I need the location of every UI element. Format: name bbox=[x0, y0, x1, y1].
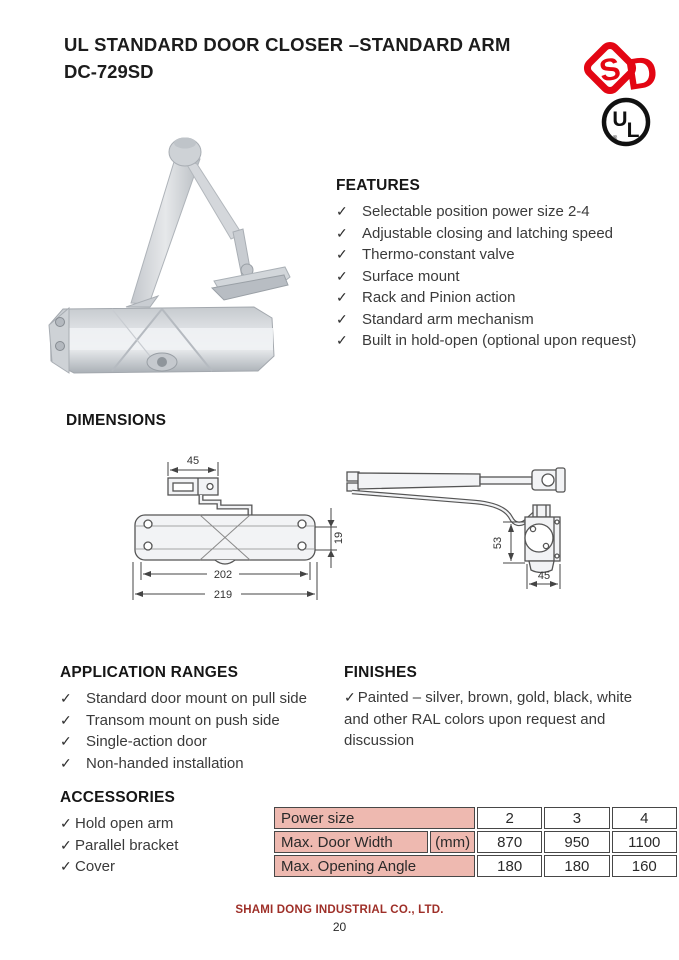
list-item-text: Transom mount on push side bbox=[86, 711, 280, 729]
list-item-text: Standard door mount on pull side bbox=[86, 690, 307, 707]
list-item-text: Single-action door bbox=[86, 733, 207, 750]
spec-row-label: Max. Door Width bbox=[274, 831, 428, 853]
list-item bbox=[336, 330, 668, 352]
dim-label-body-height: 53 bbox=[492, 536, 504, 550]
check-icon: ✓ bbox=[336, 203, 348, 219]
application-section bbox=[60, 664, 360, 774]
sd-logo-letter-s: S bbox=[596, 50, 624, 89]
list-item bbox=[336, 266, 668, 288]
list-item bbox=[336, 309, 668, 331]
check-icon: ✓ bbox=[336, 224, 348, 241]
photo-arm-pivot-cap bbox=[174, 138, 196, 149]
spec-cell: 180 bbox=[544, 855, 609, 877]
list-item-text: Standard arm mechanism bbox=[362, 310, 534, 328]
table-row bbox=[274, 831, 677, 853]
check-icon: ✓ bbox=[336, 246, 348, 262]
dim-label-pinion-offset: 19 bbox=[333, 531, 345, 545]
application-list bbox=[60, 688, 360, 774]
list-item-text: Built in hold-open (optional upon request) bbox=[362, 332, 637, 349]
sd-logo-letter-d: D bbox=[622, 46, 662, 101]
photo-main-arm bbox=[131, 152, 200, 304]
finishes-text: Painted – silver, brown, gold, black, white and other RAL colors upon request and discussion bbox=[344, 689, 633, 749]
check-icon: ✓ bbox=[60, 711, 72, 728]
spec-cell: 4 bbox=[612, 807, 677, 829]
check-icon: ✓ bbox=[60, 815, 72, 831]
list-item-text: Surface mount bbox=[362, 267, 460, 285]
model-number: DC-729SD bbox=[64, 61, 154, 82]
list-item bbox=[60, 753, 360, 775]
finishes-heading: FINISHES bbox=[344, 664, 418, 681]
photo-screw bbox=[56, 318, 65, 327]
dim-label-bracket-width: 45 bbox=[186, 455, 200, 467]
features-section bbox=[336, 177, 668, 352]
table-row bbox=[274, 855, 677, 877]
accessories-heading: ACCESSORIES bbox=[60, 789, 176, 806]
page-header bbox=[64, 34, 544, 83]
ul-logo-letter-l: L bbox=[626, 119, 640, 142]
dimension-drawing-side-view bbox=[345, 458, 663, 610]
spec-row-label: Max. Opening Angle bbox=[274, 855, 475, 877]
list-item-text: Cover bbox=[75, 858, 116, 875]
spec-cell: 870 bbox=[477, 831, 542, 853]
check-icon: ✓ bbox=[336, 332, 348, 348]
list-item-text: Non-handed installation bbox=[86, 754, 244, 772]
check-icon: ✓ bbox=[344, 689, 356, 705]
application-heading: APPLICATION RANGES bbox=[60, 664, 239, 681]
check-icon: ✓ bbox=[60, 836, 72, 853]
table-row bbox=[274, 807, 677, 829]
spec-row-unit: (mm) bbox=[430, 831, 475, 853]
check-icon: ✓ bbox=[336, 267, 348, 284]
list-item bbox=[336, 244, 668, 266]
list-item-text: Hold open arm bbox=[75, 815, 174, 832]
check-icon: ✓ bbox=[60, 858, 72, 874]
spec-cell: 180 bbox=[477, 855, 542, 877]
dimensions-heading: DIMENSIONS bbox=[66, 412, 167, 429]
list-item-text: Selectable position power size 2-4 bbox=[362, 203, 590, 220]
footer-company: SHAMI DONG INDUSTRIAL CO., LTD. bbox=[235, 904, 444, 916]
spec-table bbox=[272, 805, 679, 879]
list-item bbox=[60, 710, 360, 732]
spec-cell: 950 bbox=[544, 831, 609, 853]
features-list bbox=[336, 201, 668, 352]
list-item bbox=[60, 731, 360, 753]
finishes-section bbox=[344, 664, 656, 752]
footer-page-number: 20 bbox=[332, 920, 347, 934]
ul-certification-logo bbox=[600, 96, 654, 154]
spec-row-label: Power size bbox=[274, 807, 475, 829]
finishes-text-block bbox=[344, 687, 656, 752]
list-item bbox=[336, 201, 668, 223]
photo-forearm bbox=[183, 158, 242, 239]
check-icon: ✓ bbox=[60, 690, 72, 706]
list-item bbox=[60, 688, 360, 710]
list-item-text: Adjustable closing and latching speed bbox=[362, 224, 614, 242]
list-item-text: Parallel bracket bbox=[75, 836, 179, 854]
photo-pinion bbox=[157, 357, 167, 367]
spec-cell: 3 bbox=[544, 807, 609, 829]
photo-body-band bbox=[51, 328, 273, 350]
list-item-text: Thermo-constant valve bbox=[362, 246, 515, 263]
spec-table-container bbox=[272, 805, 679, 879]
spec-cell: 160 bbox=[612, 855, 677, 877]
list-item bbox=[336, 287, 668, 309]
product-photo-door-closer bbox=[36, 128, 308, 390]
check-icon: ✓ bbox=[336, 289, 348, 305]
dim-label-mount-span: 202 bbox=[213, 569, 233, 581]
page-title: UL STANDARD DOOR CLOSER –STANDARD ARM bbox=[64, 34, 511, 55]
spec-cell: 2 bbox=[477, 807, 542, 829]
ul-logo-letter-u: U bbox=[612, 108, 628, 131]
photo-screw bbox=[56, 342, 65, 351]
dim-label-body-depth: 45 bbox=[537, 570, 551, 582]
features-heading: FEATURES bbox=[336, 177, 420, 194]
spec-cell: 1100 bbox=[612, 831, 677, 853]
check-icon: ✓ bbox=[336, 310, 348, 327]
check-icon: ✓ bbox=[60, 733, 72, 749]
dimension-drawing-front-view bbox=[120, 446, 350, 608]
list-item-text: Rack and Pinion action bbox=[362, 289, 516, 306]
check-icon: ✓ bbox=[60, 754, 72, 771]
sd-brand-logo bbox=[582, 40, 662, 104]
ul-logo-registered-mark: ® bbox=[612, 136, 618, 142]
dim-label-body-length: 219 bbox=[213, 589, 233, 601]
list-item bbox=[336, 223, 668, 245]
